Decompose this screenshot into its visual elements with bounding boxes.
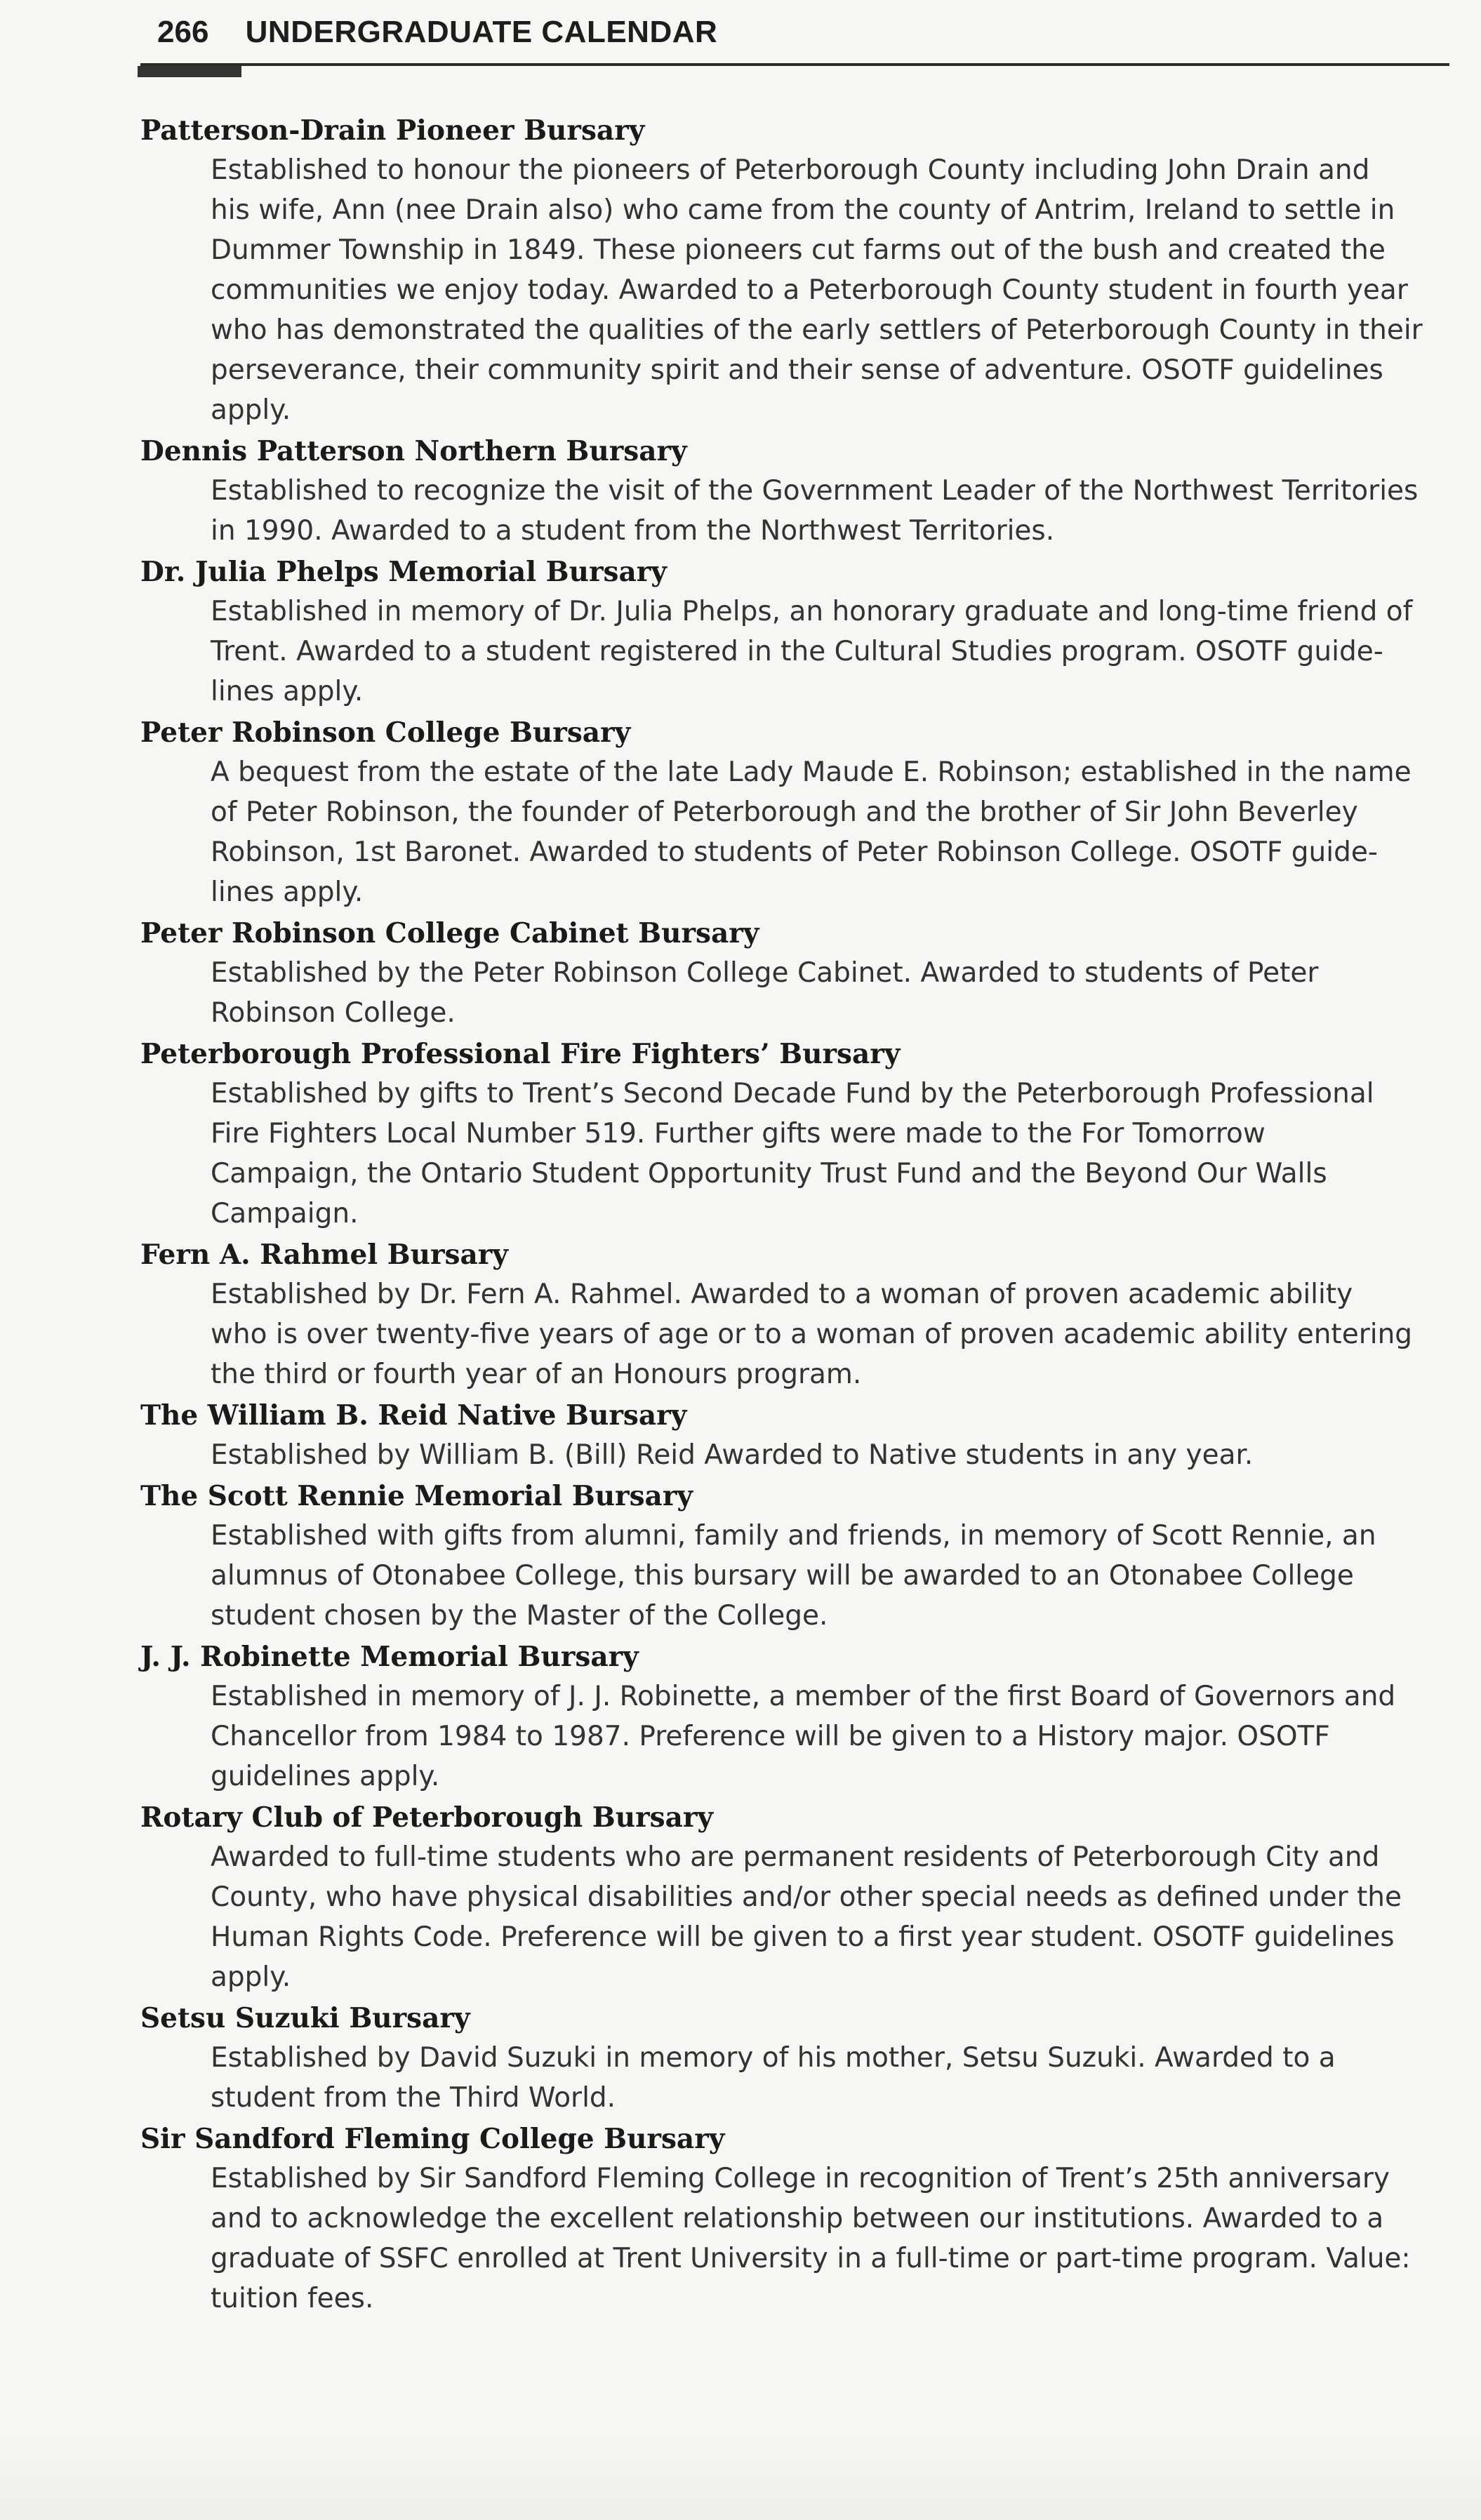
description-line: Established to recognize the visit of the Government Leader of the Northwest Territories [211,475,1419,507]
description-line: Established by Sir Sandford Fleming College in recognition of Trent’s 25th anniversary [211,2163,1390,2194]
description-line: Dummer Township in 1849. These pioneers cut farms out of the bush and created the [211,234,1386,266]
page-bottom-edge [0,2435,1481,2520]
bursary-entry [140,914,1453,1033]
bursary-entry [140,713,1453,912]
description-line: and to acknowledge the excellent relationship between our institutions. Awarded to a [211,2203,1384,2234]
description-line: in 1990. Awarded to a student from the Northwest Territories. [211,515,1055,547]
bursary-entry [140,1476,1453,1636]
bursary-description [211,1274,1453,1394]
bursary-title: The William B. Reid Native Bursary [140,1399,687,1432]
description-line: Established by gifts to Trent’s Second Decade Fund by the Peterborough Professional [211,1078,1374,1109]
bursary-entry [140,1999,1453,2118]
description-line: Awarded to full-time students who are permanent residents of Peterborough City and [211,1841,1380,1873]
bursary-entry [140,111,1453,430]
running-head [140,11,1449,66]
bursary-description [211,2038,1453,2118]
bursary-entry [140,1396,1453,1475]
description-line: Established in memory of J. J. Robinette, a member of the first Board of Governors and [211,1681,1396,1712]
bursary-description [211,752,1453,912]
description-line: County, who have physical disabilities and/or other special needs as defined under the [211,1881,1402,1913]
bursary-title: Rotary Club of Peterborough Bursary [140,1801,714,1834]
bursary-title: Patterson-Drain Pioneer Bursary [140,114,645,147]
bursary-description [211,1074,1453,1234]
bursary-entry [140,1034,1453,1234]
description-line: his wife, Ann (nee Drain also) who came from the county of Antrim, Ireland to settle in [211,194,1395,226]
description-line: guidelines apply. [211,1761,440,1792]
description-line: tuition fees. [211,2283,374,2314]
description-line: who has demonstrated the qualities of the early settlers of Peterborough County in their [211,314,1423,346]
description-line: Established to honour the pioneers of Peterborough County including John Drain and [211,154,1370,186]
bursary-description [211,471,1453,551]
description-line: Human Rights Code. Preference will be given to a first year student. OSOTF guidelines [211,1921,1395,1953]
bursary-description [211,592,1453,712]
bursary-description [211,1516,1453,1636]
header-rule-bar [138,66,241,77]
bursary-title: Peter Robinson College Bursary [140,716,631,749]
bursary-title: Dennis Patterson Northern Bursary [140,435,687,467]
description-line: Established by the Peter Robinson College Cabinet. Awarded to students of Peter [211,957,1319,989]
bursary-title: Fern A. Rahmel Bursary [140,1239,508,1271]
description-line: apply. [211,1961,291,1993]
description-line: who is over twenty-five years of age or to a woman of proven academic ability entering [211,1319,1413,1350]
description-line: Established in memory of Dr. Julia Phelps, an honorary graduate and long-time friend of [211,596,1413,627]
description-line: Established by William B. (Bill) Reid Awarded to Native students in any year. [211,1439,1254,1471]
bursary-description [211,1837,1453,1997]
description-line: Trent. Awarded to a student registered in the Cultural Studies program. OSOTF guide- [211,636,1383,667]
description-line: Robinson, 1st Baronet. Awarded to students of Peter Robinson College. OSOTF guide- [211,836,1378,868]
bursary-entry [140,432,1453,551]
description-line: Fire Fighters Local Number 519. Further gifts were made to the For Tomorrow [211,1118,1266,1149]
bursary-description [211,1435,1453,1475]
description-line: Established with gifts from alumni, family and friends, in memory of Scott Rennie, an [211,1520,1376,1552]
bursary-list [140,111,1453,2320]
description-line: of Peter Robinson, the founder of Peterborough and the brother of Sir John Beverley [211,796,1358,828]
bursary-entry [140,2119,1453,2319]
bursary-title: Peter Robinson College Cabinet Bursary [140,917,759,949]
description-line: communities we enjoy today. Awarded to a Peterborough County student in fourth year [211,274,1408,306]
bursary-title: The Scott Rennie Memorial Bursary [140,1480,693,1512]
bursary-entry [140,552,1453,712]
description-line: apply. [211,394,291,426]
bursary-title: Setsu Suzuki Bursary [140,2002,470,2034]
bursary-title: Dr. Julia Phelps Memorial Bursary [140,556,667,588]
description-line: Campaign, the Ontario Student Opportunity Trust Fund and the Beyond Our Walls [211,1158,1327,1189]
page-number: 266 [157,15,209,49]
description-line: student from the Third World. [211,2082,616,2114]
description-line: A bequest from the estate of the late Lady Maude E. Robinson; established in the name [211,756,1412,788]
description-line: Established by David Suzuki in memory of his mother, Setsu Suzuki. Awarded to a [211,2042,1336,2074]
description-line: student chosen by the Master of the College. [211,1600,828,1632]
bursary-description [211,1676,1453,1796]
bursary-title: Sir Sandford Fleming College Bursary [140,2123,725,2155]
description-line: lines apply. [211,676,364,707]
bursary-description [211,2159,1453,2319]
bursary-description [211,150,1453,430]
description-line: alumnus of Otonabee College, this bursary will be awarded to an Otonabee College [211,1560,1354,1592]
description-line: Chancellor from 1984 to 1987. Preference will be given to a History major. OSOTF [211,1721,1330,1752]
bursary-title: J. J. Robinette Memorial Bursary [140,1641,639,1673]
description-line: lines apply. [211,876,364,908]
bursary-entry [140,1235,1453,1394]
bursary-description [211,953,1453,1033]
description-line: Established by Dr. Fern A. Rahmel. Awarded to a woman of proven academic ability [211,1279,1353,1310]
description-line: the third or fourth year of an Honours program. [211,1359,862,1390]
bursary-entry [140,1798,1453,1997]
description-line: perseverance, their community spirit and their sense of adventure. OSOTF guidelines [211,354,1383,386]
description-line: graduate of SSFC enrolled at Trent University in a full-time or part-time program. Value: [211,2243,1411,2274]
calendar-title: UNDERGRADUATE CALENDAR [245,15,718,49]
description-line: Campaign. [211,1198,359,1229]
description-line: Robinson College. [211,997,456,1029]
bursary-entry [140,1637,1453,1796]
bursary-title: Peterborough Professional Fire Fighters’ Bursary [140,1038,901,1070]
